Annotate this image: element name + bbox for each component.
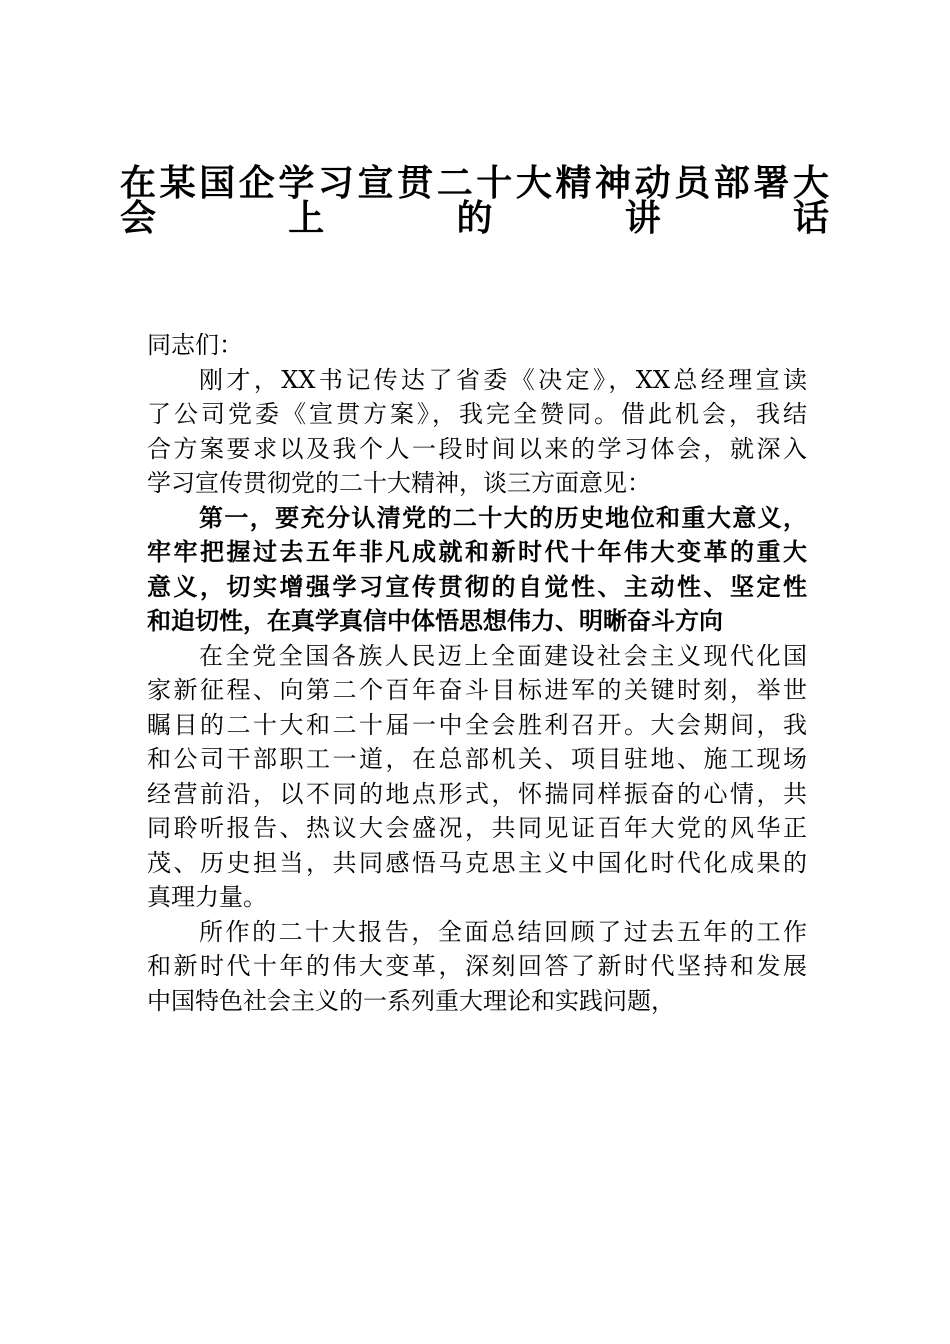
section-heading-first bbox=[147, 501, 807, 639]
document-body bbox=[147, 328, 807, 1018]
paragraph-line: 合方案要求以及我个人一段时间以来的学习体会，就深入 bbox=[147, 434, 807, 463]
heading-line: 牢牢把握过去五年非凡成就和新时代十年伟大变革的重大 bbox=[147, 537, 807, 566]
title-line: 在某国企学习宣贯二十大精神动员部署大 bbox=[120, 162, 830, 204]
paragraph-line: 中国特色社会主义的一系列重大理论和实践问题， bbox=[147, 986, 675, 1015]
paragraph-line: 茂、历史担当，共同感悟马克思主义中国化时代化成果的 bbox=[147, 848, 807, 877]
paragraph-line: 所作的二十大报告，全面总结回顾了过去五年的工作 bbox=[199, 917, 807, 946]
title-line: 会上的讲话 bbox=[120, 196, 830, 239]
salutation: 同志们： bbox=[147, 331, 243, 359]
paragraph-report bbox=[147, 915, 807, 1019]
paragraph-line: 在全党全国各族人民迈上全面建设社会主义现代化国 bbox=[199, 641, 807, 670]
document-title bbox=[120, 148, 830, 239]
paragraph-line: 和新时代十年的伟大变革，深刻回答了新时代坚持和发展 bbox=[147, 952, 807, 980]
paragraph-intro bbox=[147, 363, 807, 501]
heading-line: 第一，要充分认清党的二十大的历史地位和重大意义， bbox=[199, 502, 807, 532]
heading-line: 意义，切实增强学习宣传贯彻的自觉性、主动性、坚定性 bbox=[147, 571, 807, 601]
paragraph-line: 了公司党委《宣贯方案》，我完全赞同。借此机会，我结 bbox=[147, 400, 807, 428]
paragraph-line: 刚才，XX书记传达了省委《决定》，XX总经理宣读 bbox=[199, 365, 807, 394]
paragraph-line: 家新征程、向第二个百年奋斗目标进军的关键时刻，举世 bbox=[147, 676, 807, 704]
heading-line: 和迫切性，在真学真信中体悟思想伟力、明晰奋斗方向 bbox=[147, 606, 723, 635]
paragraph-line: 学习宣传贯彻党的二十大精神，谈三方面意见： bbox=[147, 469, 651, 497]
paragraph-context bbox=[147, 639, 807, 915]
paragraph-line: 和公司干部职工一道，在总部机关、项目驻地、施工现场 bbox=[147, 745, 807, 773]
paragraph-line: 同聆听报告、热议大会盛况，共同见证百年大党的风华正 bbox=[147, 814, 807, 842]
paragraph-line: 瞩目的二十大和二十届一中全会胜利召开。大会期间，我 bbox=[147, 710, 807, 739]
paragraph-line: 经营前沿，以不同的地点形式，怀揣同样振奋的心情，共 bbox=[147, 779, 807, 808]
paragraph-line: 真理力量。 bbox=[147, 883, 267, 911]
